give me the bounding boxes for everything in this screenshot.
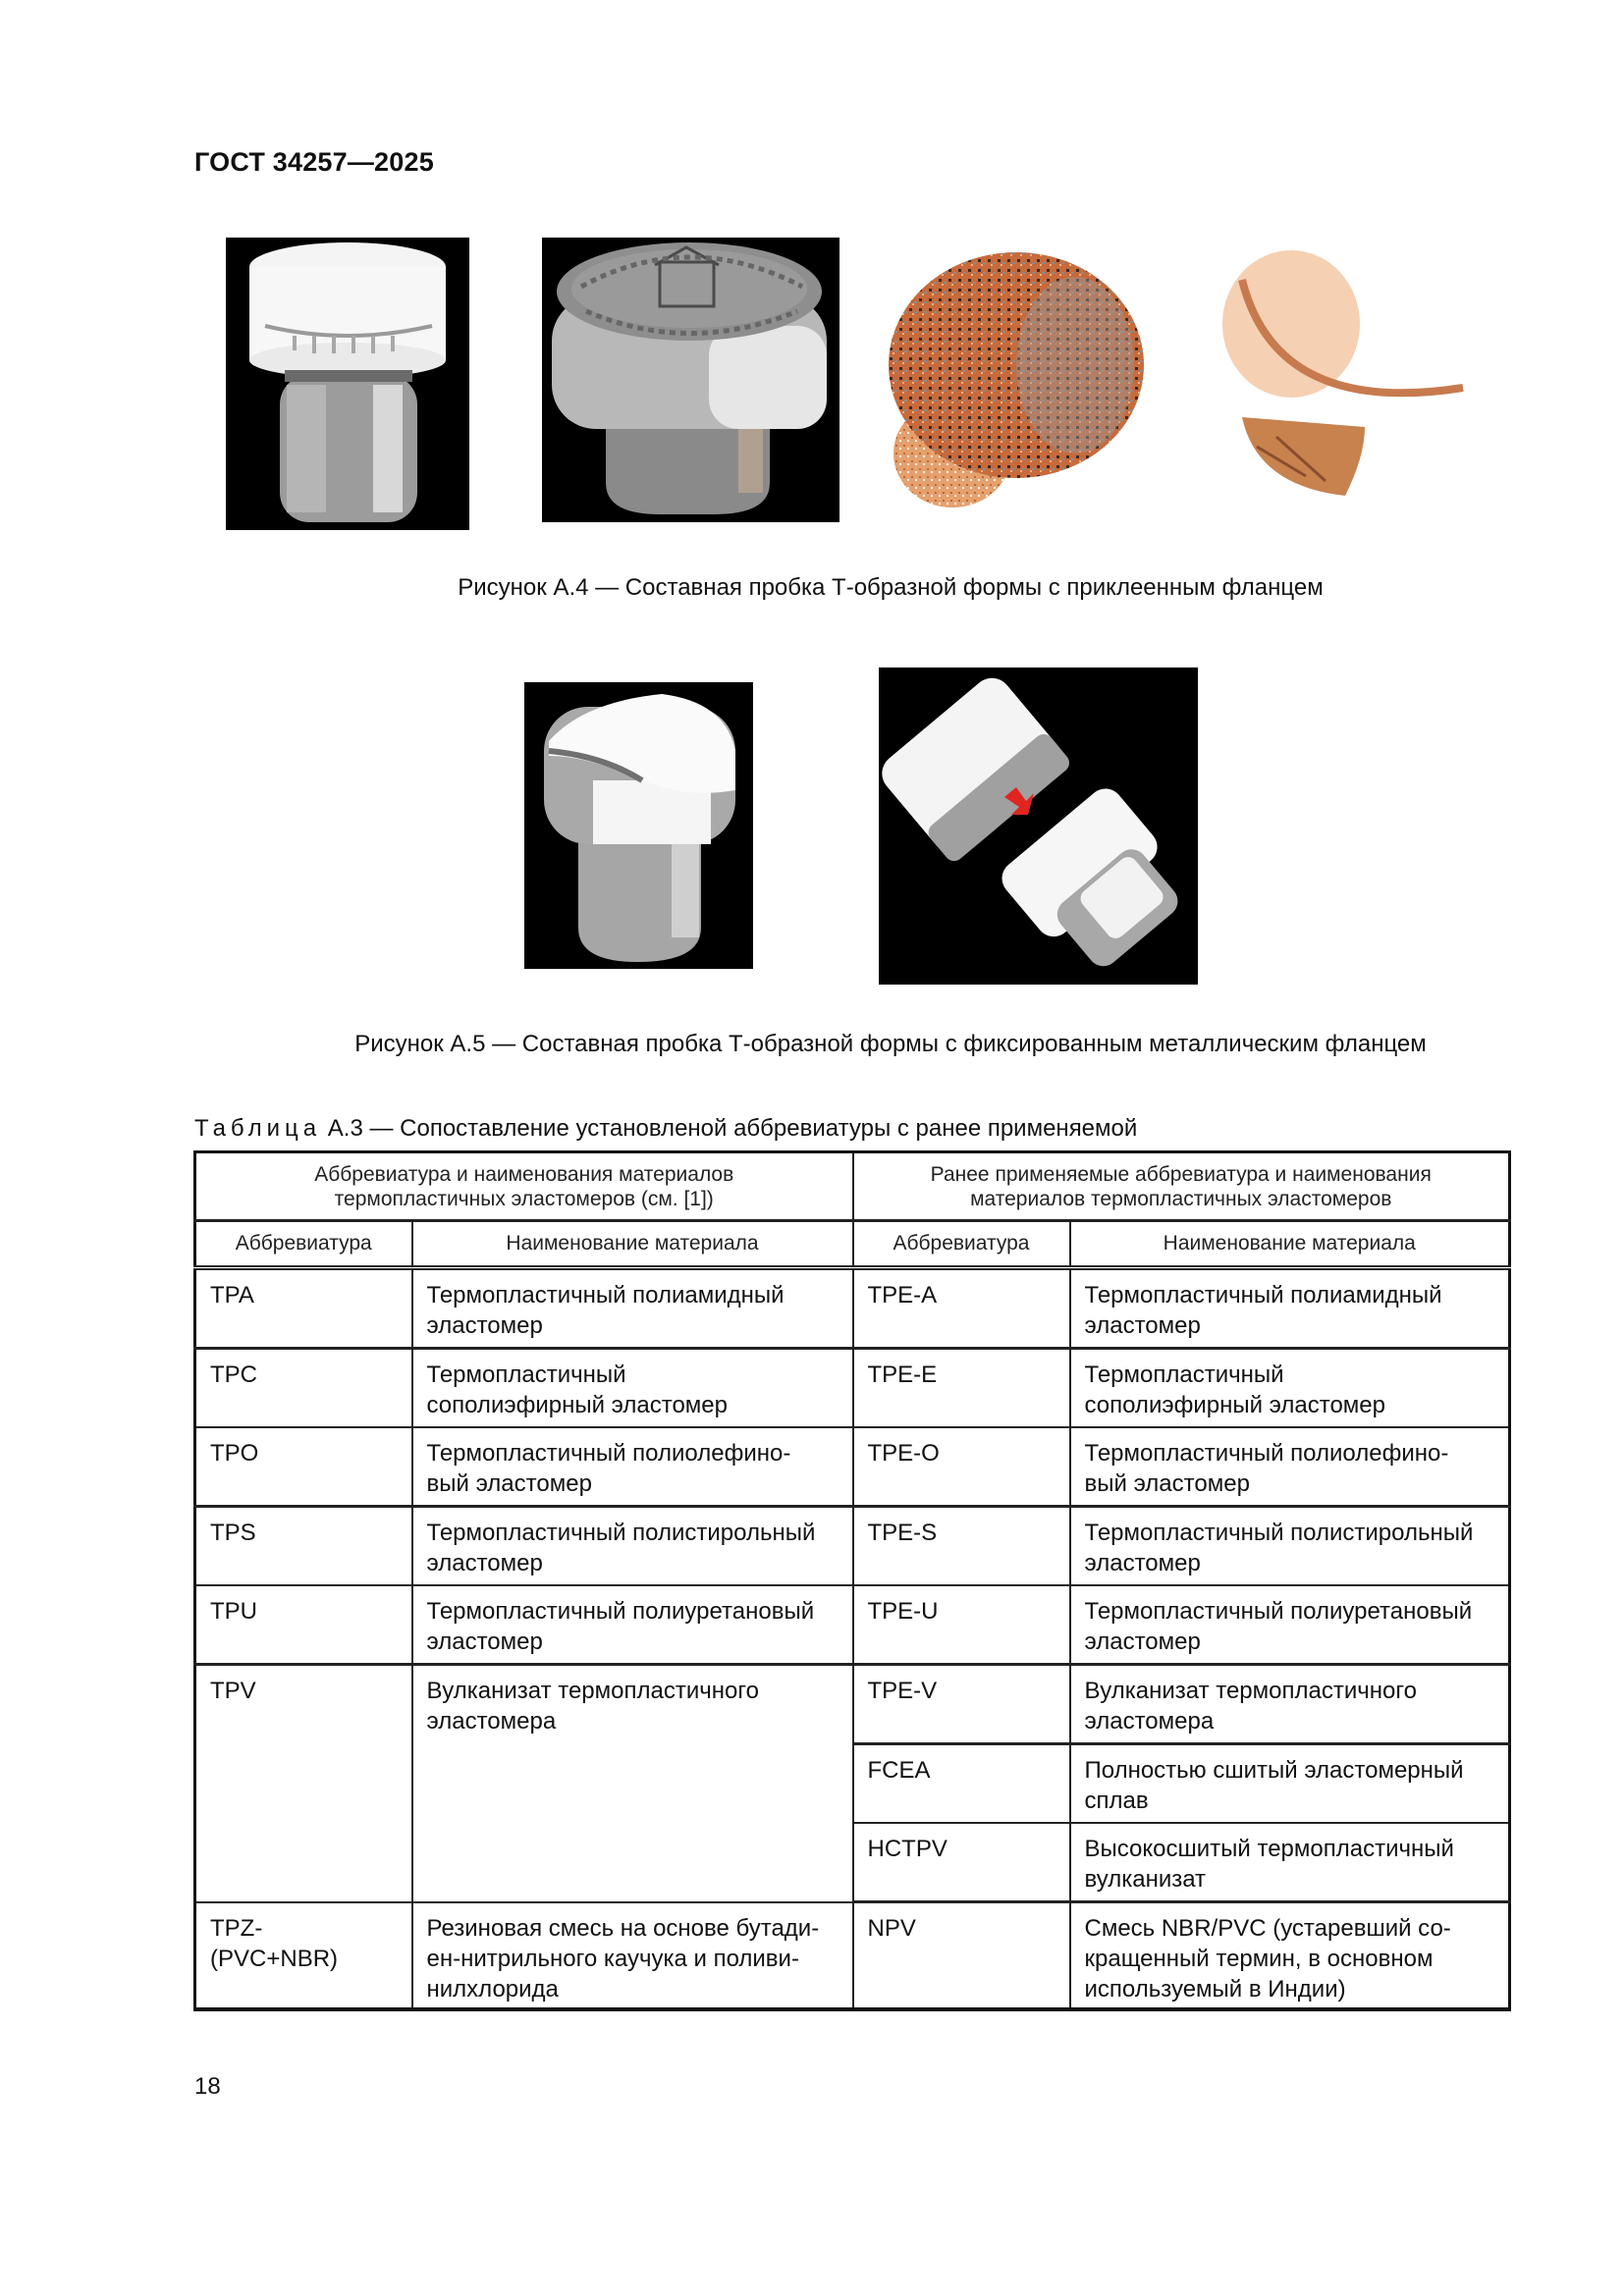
cell-abbreviation: TPU <box>195 1585 412 1665</box>
cell-material-name <box>412 1349 853 1428</box>
group-header-previous: Ранее применяемые аббревиатура и наименования материалов термопластичных эластомеров <box>853 1152 1510 1221</box>
table-row <box>195 1507 1510 1586</box>
cell-material-name: Термопластичный полиамидный эластомер <box>412 1268 853 1349</box>
cork-stopper-cutaway-photo <box>1218 250 1468 506</box>
cell-line: кращенный термин, в основном <box>1084 1946 1434 1972</box>
cell-abbreviation: TPA <box>195 1268 412 1349</box>
cell-line: TPZ- <box>210 1914 263 1942</box>
cell-abbreviation: TPC <box>195 1349 412 1428</box>
group-header-current: Аббревиатура и наименования материалов термопластичных эластомеров (см. [1]) <box>195 1152 853 1221</box>
cell-old-abbreviation: TPE-A <box>853 1268 1070 1349</box>
cell-old-abbreviation: TPE-V <box>853 1665 1070 1744</box>
cell-old-abbreviation: TPE-O <box>853 1427 1070 1507</box>
cell-line: Термопластичный <box>1084 1362 1284 1388</box>
exploded-metal-flange-stopper-photo <box>879 667 1198 985</box>
cell-line: Смесь NBR/PVC (устаревший со- <box>1084 1915 1451 1942</box>
table-caption-label: Таблица <box>194 1115 322 1142</box>
cell-old-material-name: Полностью сшитый эластомерный сплав <box>1070 1744 1510 1824</box>
agglomerated-cork-stopper-photo <box>879 247 1154 512</box>
table-row <box>195 1427 1510 1507</box>
column-header-old-material-name: Наименование материала <box>1070 1221 1510 1268</box>
cell-old-material-name <box>1070 1349 1510 1428</box>
cell-material-name: Термопластичный полистирольный эластомер <box>412 1507 853 1586</box>
cell-line: вый эластомер <box>1084 1470 1250 1497</box>
cell-old-material-name: Термопластичный полистирольный эластомер <box>1070 1507 1510 1586</box>
cell-line: (PVC+NBR) <box>210 1945 339 1972</box>
cell-old-abbreviation: FCEA <box>853 1744 1070 1824</box>
table-column-header-row <box>195 1221 1510 1268</box>
table-caption <box>194 1115 1137 1143</box>
cell-material-name: Термопластичный полиуретановый эластомер <box>412 1585 853 1665</box>
table-group-header-row <box>195 1152 1510 1221</box>
cell-material-name <box>412 1902 853 2010</box>
cell-line: Термопластичный <box>426 1362 626 1388</box>
cell-old-abbreviation: TPE-U <box>853 1585 1070 1665</box>
figure-a5-caption: Рисунок А.5 — Составная пробка Т-образной формы с фиксированным металлическим фланцем <box>354 1031 1427 1057</box>
cell-material-name: Вулканизат термопластичного эластомера <box>412 1665 853 1902</box>
cell-material-name <box>412 1427 853 1507</box>
table-row <box>195 1902 1510 2010</box>
cell-old-material-name: Термопластичный полиамидный эластомер <box>1070 1268 1510 1349</box>
cell-line: вый эластомер <box>426 1470 592 1497</box>
abbreviation-comparison-table <box>193 1150 1511 2011</box>
cell-line: нилхлорида <box>426 1975 559 2002</box>
table-caption-text: А.3 — Сопоставление установленой аббревиатуры с ранее применяемой <box>321 1115 1138 1142</box>
metal-flange-stopper-photo <box>524 682 753 969</box>
cell-old-material-name <box>1070 1902 1510 2010</box>
document-header: ГОСТ 34257—2025 <box>194 147 434 177</box>
metal-top-stopper-photo <box>542 238 839 522</box>
cell-old-material-name: Термопластичный полиуретановый эластомер <box>1070 1585 1510 1665</box>
cell-line: ен-нитрильного каучука и поливи- <box>426 1945 799 1972</box>
cell-line: Термопластичный полиолефино- <box>1084 1440 1449 1467</box>
cell-abbreviation: TPV <box>195 1665 412 1902</box>
cell-line: используемый в Индии) <box>1084 1976 1346 2002</box>
cell-line: сополиэфирный эластомер <box>426 1392 729 1418</box>
cell-abbreviation: TPS <box>195 1507 412 1586</box>
cell-line: Термопластичный полиолефино- <box>426 1440 791 1467</box>
table-row <box>195 1665 1510 1744</box>
column-header-material-name: Наименование материала <box>412 1221 853 1268</box>
cell-old-abbreviation: HCTPV <box>853 1823 1070 1902</box>
column-header-abbreviation: Аббревиатура <box>195 1221 412 1268</box>
cell-line: сополиэфирный эластомер <box>1084 1392 1386 1418</box>
column-header-old-abbreviation: Аббревиатура <box>853 1221 1070 1268</box>
cell-old-material-name: Вулканизат термопластичного эластомера <box>1070 1665 1510 1744</box>
table-row <box>195 1349 1510 1428</box>
figure-a4-caption: Рисунок А.4 — Составная пробка Т-образной формы с приклеенным фланцем <box>458 574 1324 601</box>
table-row <box>195 1585 1510 1665</box>
cell-line: Резиновая смесь на основе бутади- <box>426 1914 820 1942</box>
cell-old-material-name: Высокосшитый термопластичный вулканизат <box>1070 1823 1510 1902</box>
table-row <box>195 1268 1510 1349</box>
page-number: 18 <box>194 2073 221 2100</box>
cell-abbreviation: TPO <box>195 1427 412 1507</box>
cell-old-abbreviation: TPE-E <box>853 1349 1070 1428</box>
clear-top-stopper-photo <box>226 238 469 530</box>
cell-abbreviation <box>195 1902 412 2010</box>
cell-old-abbreviation: TPE-S <box>853 1507 1070 1586</box>
cell-old-material-name <box>1070 1427 1510 1507</box>
cell-old-abbreviation: NPV <box>853 1902 1070 2010</box>
